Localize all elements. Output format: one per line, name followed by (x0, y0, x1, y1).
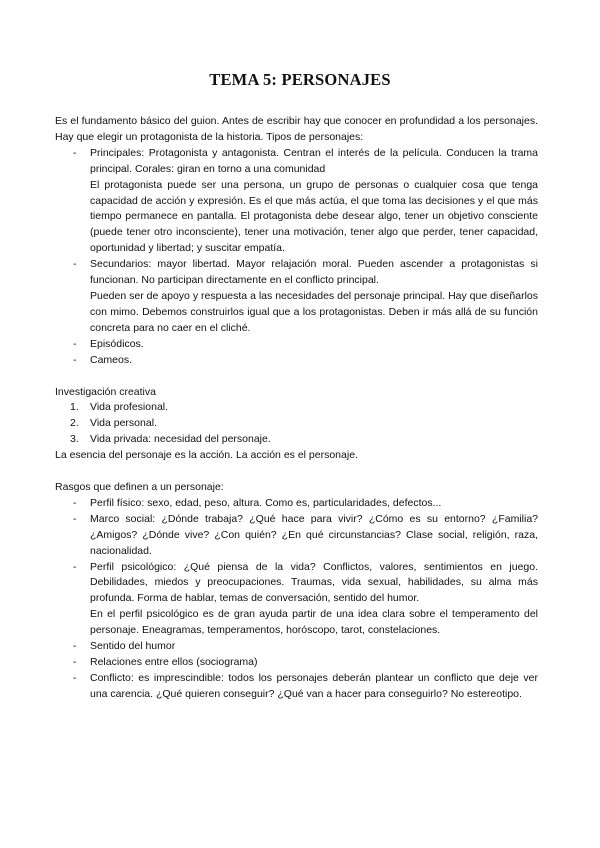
investigation-list (55, 400, 538, 448)
page-title: TEMA 5: PERSONAJES (209, 70, 391, 89)
list-item-perfil-psicologico (55, 560, 538, 640)
list-item: 3. Vida privada: necesidad del personaje. (70, 433, 271, 446)
section-heading-rasgos: Rasgos que definen a un personaje: (55, 481, 224, 494)
document-body (55, 114, 538, 703)
list-item-text: - Perfil físico: sexo, edad, peso, altura. Como es, particularidades, defectos... (90, 496, 442, 509)
list-item-secundarios (55, 257, 538, 337)
list-item-relaciones (55, 655, 538, 671)
list-item-text: - Episódicos. (90, 337, 144, 350)
list-item-marco-social (55, 512, 538, 560)
list-item-text: - Sentido del humor (90, 640, 176, 653)
list-item-text: - Cameos. (90, 353, 133, 366)
list-item-text: - Conflicto: es imprescindible: todos los personajes deberán plantear un conflicto que deje ver una carencia. ¿Qué quieren conseguir? ¿Qué van a hacer para conseguirlo? No estereotipo. (90, 671, 538, 700)
list-item-text: En el perfil psicológico es de gran ayuda partir de una idea clara sobre el temperamento del personaje. Eneagramas, temperamentos, horóscopo, tarot, constelaciones. (90, 608, 538, 637)
list-item: 2. Vida personal. (70, 417, 157, 430)
list-item-perfil-fisico (55, 496, 538, 512)
conclusion-paragraph: La esencia del personaje es la acción. La acción es el personaje. (55, 449, 358, 462)
list-item-principales (55, 146, 538, 257)
list-item-cameos (55, 353, 538, 369)
list-item-sentido-humor (55, 639, 538, 655)
section-heading-investigacion: Investigación creativa (55, 385, 156, 398)
list-item-text: - Marco social: ¿Dónde trabaja? ¿Qué hace para vivir? ¿Cómo es su entorno? ¿Familia? ¿Amigos? ¿Dónde vive? ¿Con quién? ¿En qué circunstancias? Clase social, religión, raza, nacionalidad. (90, 512, 538, 557)
list-item-conflicto (55, 671, 538, 703)
traits-list (55, 496, 538, 703)
list-item: 1. Vida profesional. (70, 401, 169, 414)
list-item-text: Pueden ser de apoyo y respuesta a las necesidades del personaje principal. Hay que diseñarlos con mimo. Debemos construirlos igual que a los protagonistas. Deben ir más allá de su función concreta para no caer en el cliché. (90, 289, 538, 334)
intro-paragraph: Es el fundamento básico del guion. Antes de escribir hay que conocer en profundidad a los personajes. Hay que elegir un protagonista de la historia. Tipos de personajes: (55, 115, 538, 143)
list-item-text: El protagonista puede ser una persona, un grupo de personas o cualquier cosa que tenga capacidad de acción y expresión. Es el que más actúa, el que toma las decisiones y el que más tiempo permanece en pantalla. El protagonista debe desear algo, tener un objetivo consciente (puede tener otro inconsciente), tener una motivación, tener algo que perder, tener capacidad, oportunidad y libertad; y suscitar empatía. (90, 178, 538, 255)
list-item-text: - Secundarios: mayor libertad. Mayor relajación moral. Pueden ascender a protagonistas si funcionan. No participan directamente en el conflicto principal. (90, 258, 538, 287)
list-item-text: - Principales: Protagonista y antagonista. Centran el interés de la película. Conducen la trama principal. Corales: giran en torno a una comunidad (90, 146, 538, 175)
character-types-list (55, 146, 538, 369)
list-item-text: - Perfil psicológico: ¿Qué piensa de la vida? Conflictos, valores, sentimientos en juego. Debilidades, miedos y preocupaciones. Traumas, vida sexual, habilidades, su alma más profunda. Forma de hablar, temas de conversación, sentido del humor. (90, 560, 538, 605)
list-item-episodicos (55, 337, 538, 353)
list-item-text: - Relaciones entre ellos (sociograma) (90, 656, 258, 668)
